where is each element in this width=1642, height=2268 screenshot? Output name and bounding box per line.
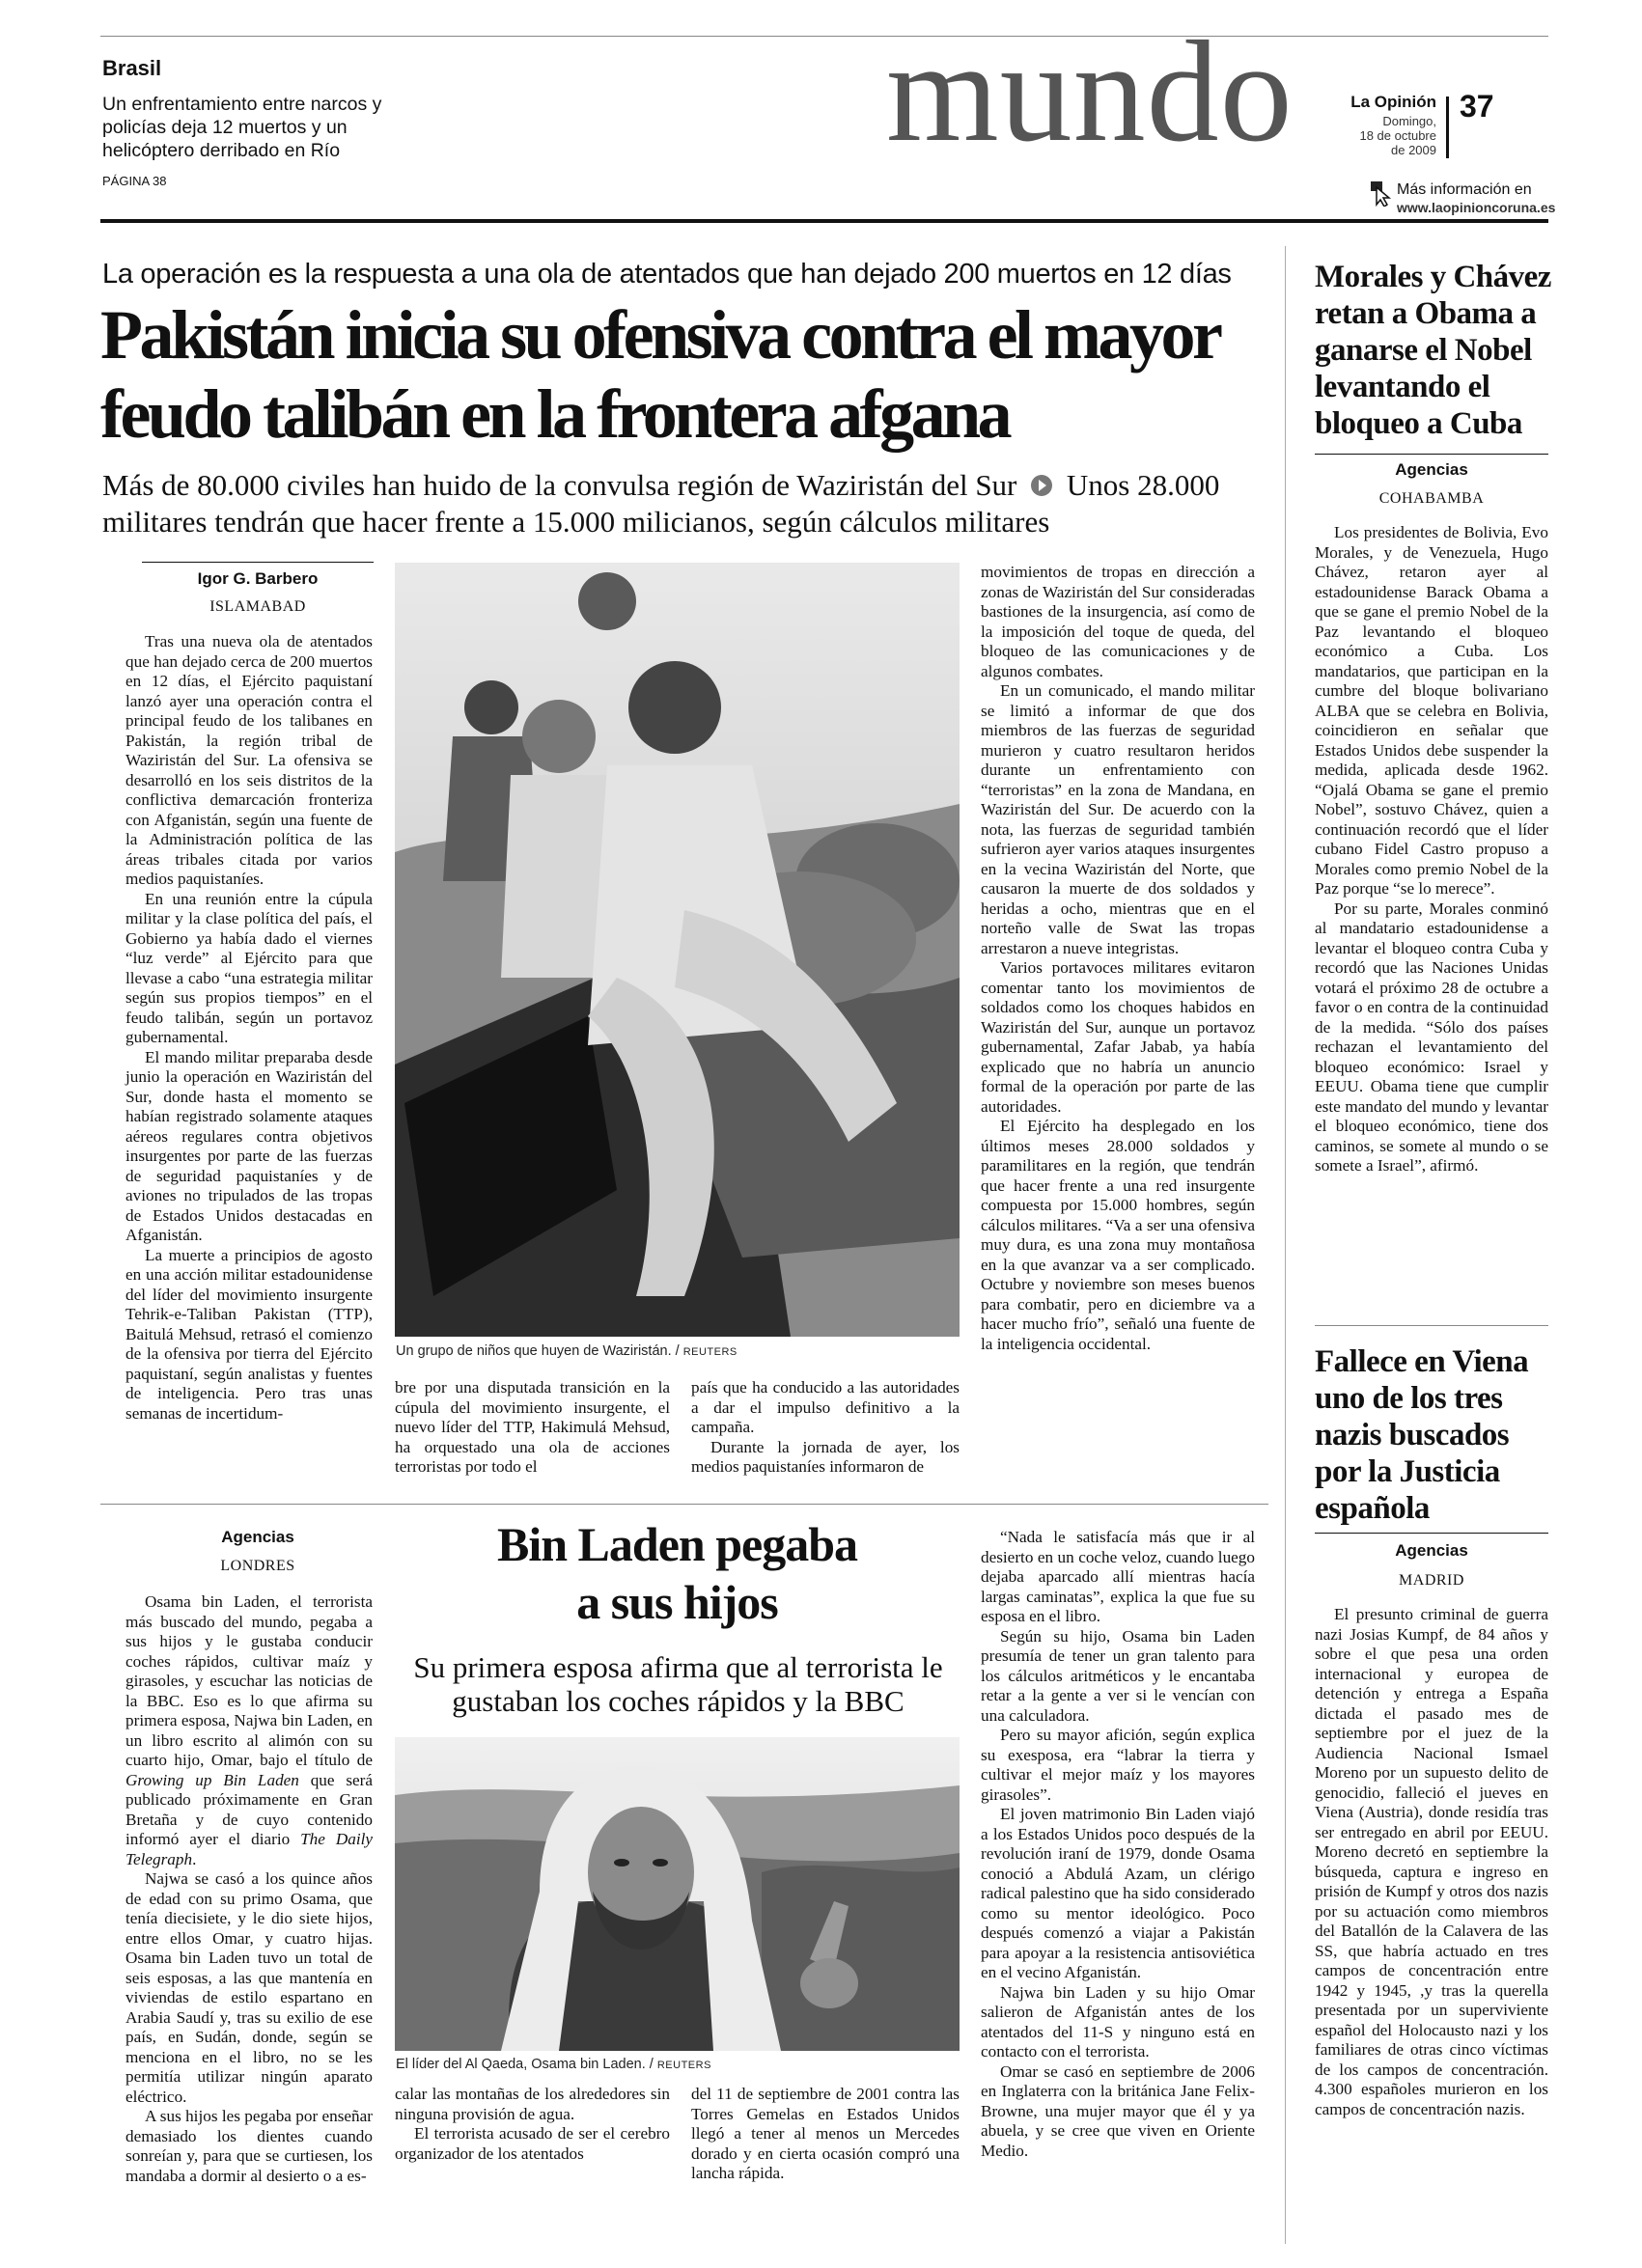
- main-dateline: ISLAMABAD: [209, 598, 306, 615]
- paragraph: “Nada le satisfacía más que ir al desierto en un coche veloz, cuando luego dejaba aparcado allí mientras hacía largas caminatas”, explica la que fue su esposa en el libro.: [981, 1528, 1255, 1625]
- main-column-3: [691, 1378, 960, 1478]
- main-column-1: [125, 632, 373, 1424]
- book-title: Growing up Bin Laden: [125, 1770, 299, 1789]
- paragraph: Varios portavoces militares evitaron comentar tanto los movimientos de soldados como los choques habidos en Waziristán del Sur, aunque un portavoz gubernamental, Zafar Jabab, ya había explicado que no habría un anuncio formal de la operación por parte de las autoridades.: [981, 958, 1255, 1116]
- side-headline-2[interactable]: Fallece en Viena uno de los tres nazis buscados por la Justicia española: [1315, 1344, 1529, 1526]
- side-dateline-1: COHABAMBA: [1378, 490, 1485, 507]
- caption-credit: REUTERS: [682, 1346, 738, 1358]
- main-column-2: [395, 1378, 670, 1478]
- binladen-subhead: Su primera esposa afirma que al terrorista le gustaban los coches rápidos y la BBC: [413, 1650, 943, 1718]
- text: Osama bin Laden, el terrorista más buscado del mundo, pegaba a sus hijos y le gustaba conducir coches rápidos, cultivar maíz y girasoles, y escuchar las noticias de la BBC. Eso es lo que afirma su primera esposa, Najwa bin Laden, en un libro escrito al alimón con su cuarto hijo, Omar, bajo el título de: [125, 1592, 373, 1769]
- side-headline-1[interactable]: Morales y Chávez retan a Obama a ganarse el Nobel levantando el bloqueo a Cuba: [1315, 260, 1551, 441]
- teaser-page: PÁGINA 38: [102, 174, 167, 188]
- main-subhead: [102, 468, 1290, 539]
- paragraph: del 11 de septiembre de 2001 contra las Torres Gemelas en Estados Unidos llegó a tener al menos un Mercedes dorado y en cierta ocasión compró una lancha rápida.: [691, 2085, 960, 2182]
- binladen-dateline: LONDRES: [220, 1558, 295, 1574]
- headline-line-1: Bin Laden pegaba: [496, 1517, 857, 1571]
- paragraph: El terrorista acusado de ser el cerebro organizador de los atentados: [395, 2124, 670, 2163]
- page-number: 37: [1460, 89, 1494, 124]
- side-dateline-2: MADRID: [1399, 1572, 1464, 1589]
- paragraph: A sus hijos les pegaba por enseñar demasiado los dientes cuando sonreían y, para que se curtiesen, los mandaba a dormir al desierto o a es-: [125, 2107, 373, 2185]
- paragraph: movimientos de tropas en dirección a zonas de Waziristán del Sur consideradas bastiones de la insurgencia, así como de la imposición del toque de queda, del bloqueo de las comunicaciones y de algunos combates.: [981, 563, 1255, 680]
- binladen-headline[interactable]: [395, 1515, 960, 1631]
- side-body-2: [1315, 1605, 1548, 2119]
- paragraph: El joven matrimonio Bin Laden viajó a los Estados Unidos poco después de la revolución iraní de 1979, donde Osama conoció a Abdulá Azam, un clérigo radical palestino que ha sido considerado como su mentor ideológico. Poco después comenzó a viajar a Pakistán para apoyar a la resistencia antisoviética en el vecino Afganistán.: [981, 1805, 1255, 1981]
- section-title: mundo: [886, 12, 1294, 172]
- text: que será publicado próximamente en Gran Bretaña y de cuyo contenido informó ayer el diario: [125, 1770, 373, 1848]
- photo-caption-2: [396, 2057, 711, 2072]
- main-byline: Igor G. Barbero: [197, 569, 319, 588]
- binladen-column-3: [691, 2085, 960, 2184]
- side-body-1: [1315, 523, 1548, 1176]
- binladen-column-2: [395, 2085, 670, 2164]
- more-info-label: Más información en: [1397, 181, 1532, 198]
- main-kicker: La operación es la respuesta a una ola de atentados que han dejado 200 muertos en 12 días: [102, 259, 1232, 290]
- paragraph: Najwa bin Laden y su hijo Omar salieron de Afganistán antes de los atentados del 11-S y ninguno está en contacto con el terrorista.: [981, 1982, 1255, 2061]
- paragraph: Según su hijo, Osama bin Laden presumía de tener un gran talento para los cálculos aritméticos y le encantaba retar a la gente a ver si le vencían con una calculadora.: [981, 1626, 1255, 1725]
- newspaper-name: La Opinión: [1350, 93, 1436, 111]
- paragraph: Tras una nueva ola de atentados que han dejado cerca de 200 muertos en 12 días, el Ejército paquistaní lanzó ayer una operación contra el principal feudo de los talibanes en Pakistán, la región tribal de Waziristán del Sur. La ofensiva se desarrolló en los seis distritos de la conflictiva demarcación fronteriza con Afganistán, según una fuente de la Administración política de las áreas tribales citada por varios medios paquistaníes.: [125, 632, 373, 888]
- issue-date: [1359, 114, 1436, 157]
- subhead-part-2: Unos 28.000 militares tendrán que hacer frente a 15.000 milicianos, según cálculos militares: [102, 468, 1220, 539]
- paragraph: Los presidentes de Bolivia, Evo Morales, y de Venezuela, Hugo Chávez, retaron ayer al estadounidense Barack Obama a que se gane el premio Nobel de la Paz levantando el bloqueo económico a Cuba. Los mandatarios, que participan en la cumbre del bloque bolivariano ALBA que se celebra en Bolivia, coincidieron en señalar que Estados Unidos debe suspender la medida, aplicada desde 1962. “Ojalá Obama se gane el premio Nobel”, sostuvo Chávez, quien a continuación recordó que el líder cubano Fidel Castro propuso a Morales como premio Nobel de la Paz porque “se lo merece”.: [1315, 523, 1548, 898]
- paragraph: El Ejército ha desplegado en los últimos meses 28.000 soldados y paramilitares en la región, que tendrán que hacer frente a una red insurgente compuesta por 15.000 hombres, según cálculos militares. “Va a ser una ofensiva muy dura, es una zona muy montañosa en la que avanzar va a ser complicado. Octubre y noviembre son meses buenos para combatir, pero en diciembre va a hacer mucho frío”, señaló una fuente de la inteligencia occidental.: [981, 1117, 1255, 1353]
- paragraph: En una reunión entre la cúpula militar y la clase política del país, el Gobierno ya había dado el viernes “luz verde” al Ejército para que llevase a cabo “una estrategia militar según sus propios tiempos” en el feudo talibán, según un portavoz gubernamental.: [125, 889, 373, 1046]
- caption-credit: REUTERS: [656, 2060, 711, 2071]
- website-link[interactable]: www.laopinioncoruna.es: [1397, 200, 1556, 215]
- paragraph: El mando militar preparaba desde junio la operación en Waziristán del Sur, donde hasta el momento se habían registrado solamente ataques aéreos regulares contra objetivos insurgentes por parte de las fuerzas de seguridad paquistaníes y de aviones no tripulados de las tropas de Estados Unidos destacadas en Afganistán.: [125, 1047, 373, 1244]
- date-line-1: Domingo,: [1382, 114, 1436, 128]
- paragraph: bre por una disputada transición en la cúpula del movimiento insurgente, el nuevo líder del TTP, Hakimulá Mehsud, ha orquestado una ola de acciones terroristas por todo el: [395, 1378, 670, 1476]
- paragraph: El presunto criminal de guerra nazi Josias Kumpf, de 84 años y sobre el que pesa una orden internacional y europea de detención y entrega a España dictada el pasado mes de septiembre por el juez de la Audiencia Nacional Ismael Moreno por un supuesto delito de genocidio, falleció el jueves en Viena (Austria), donde residía tras ser entregado en abril por EEUU. Moreno decretó en septiembre la búsqueda, captura e ingreso en prisión de Kumpf y otros dos nazis por su actuación como miembros del Batallón de la Calavera de las SS, que habría actuado en tres campos de concentración entre 1942 y 1945, ,y tras la querella presentada por un superviviente español del Holocausto nazi y los familiares de otras cinco víctimas de los campos de concentración. 4.300 españoles murieron en los campos de concentración nazis.: [1315, 1605, 1548, 2118]
- paragraph: La muerte a principios de agosto en una acción militar estadounidense del líder del movimiento insurgente Tehrik-e-Taliban Pakistan (TTP), Baitulá Mehsud, retrasó el comienzo de la ofensiva por tierra del Ejército paquistaní, según analistas y fuentes de inteligencia. Pero tras unas semanas de incertidum-: [125, 1245, 373, 1423]
- paragraph: Omar se casó en septiembre de 2006 en Inglaterra con la británica Jane Felix-Browne, una mujer mayor que él y ya abuela, y se cree que viven en Oriente Medio.: [981, 2061, 1255, 2160]
- main-headline[interactable]: Pakistán inicia su ofensiva contra el mayor feudo talibán en la frontera afgana: [100, 296, 1219, 453]
- bullet-arrow-icon: [1030, 470, 1053, 505]
- main-column-4: [981, 563, 1255, 1354]
- teaser-section: Brasil: [102, 56, 162, 80]
- date-line-3: de 2009: [1391, 143, 1436, 157]
- binladen-column-1: [125, 1592, 373, 2186]
- binladen-column-4: [981, 1528, 1255, 2161]
- caption-text: Un grupo de niños que huyen de Waziristán. /: [396, 1343, 680, 1359]
- paper-name: The Daily Telegraph: [125, 1830, 374, 1868]
- cursor-icon: [1371, 181, 1392, 210]
- caption-text: El líder del Al Qaeda, Osama bin Laden. /: [396, 2057, 654, 2072]
- side-byline-2: Agencias: [1395, 1541, 1468, 1560]
- binladen-byline: Agencias: [221, 1528, 294, 1546]
- teaser-text[interactable]: Un enfrentamiento entre narcos y policías deja 12 muertos y un helicóptero derribado en Río: [102, 94, 382, 161]
- headline-line-2: a sus hijos: [576, 1575, 778, 1629]
- bin-laden-photo: [395, 1737, 960, 2051]
- paragraph: país que ha conducido a las autoridades a dar el impulso definitivo a la campaña.: [691, 1378, 960, 1436]
- date-line-2: 18 de octubre: [1359, 128, 1436, 143]
- paragraph: calar las montañas de los alrededores sin ninguna provisión de agua.: [395, 2085, 670, 2123]
- refugee-children-photo: [395, 563, 960, 1337]
- paragraph: Por su parte, Morales conminó al mandatario estadounidense a levantar el bloqueo contra Cuba y recordó que las Naciones Unidas votará el próximo 28 de octubre a favor o en contra de la continuidad de la medida. “Sólo dos países rechazan el levantamiento del bloqueo económico: Israel y EEUU. Obama tiene que cumplir este mandato del mundo y levantar el bloqueo económico, tiene dos caminos, se somete al mundo o se somete a Israel”, afirmó.: [1315, 899, 1548, 1175]
- photo-caption-1: [396, 1343, 738, 1359]
- paragraph: Osama bin Laden, el terrorista más buscado del mundo, pegaba a sus hijos y le gustaba conducir coches rápidos, cultivar maíz y girasoles, y escuchar las noticias de la BBC. Eso es lo que afirma su primera esposa, Najwa bin Laden, en un libro escrito al alimón con su cuarto hijo, Omar, bajo el título de Growing up Bin Laden que será publicado próximamente en Gran Bretaña y de cuyo contenido informó ayer el diario The Daily Telegraph.: [125, 1592, 374, 1868]
- paragraph: Durante la jornada de ayer, los medios paquistaníes informaron de: [691, 1437, 960, 1476]
- paragraph: Pero su mayor afición, según explica su exesposa, era “labrar la tierra y cultivar el mejor maíz y los mayores girasoles”.: [981, 1726, 1255, 1804]
- side-byline-1: Agencias: [1395, 460, 1468, 479]
- paragraph: Najwa se casó a los quince años de edad con su primo Osama, que tenía diecisiete, y le dio siete hijos, entre ellos Omar, y cuatro hijas. Osama bin Laden tuvo un total de seis esposas, a las que mantenía en viviendas de estilo espartano en Arabia Saudí y, tras su exilio de ese país, en Sudán, donde, según se menciona en el libro, no se les permitía utilizar ningún aparato eléctrico.: [125, 1869, 373, 2106]
- subhead-part-1: Más de 80.000 civiles han huido de la convulsa región de Waziristán del Sur: [102, 468, 1017, 502]
- paragraph: En un comunicado, el mando militar se limitó a informar de que dos miembros de las fuerzas de seguridad murieron y cuatro resultaron heridos durante un enfrentamiento con “terroristas” en la zona de Mandana, en Waziristán del Sur. De acuerdo con la nota, las fuerzas de seguridad también sufrieron ayer varios ataques insurgentes en la vecina Waziristán del Norte, que causaron la muerte de dos soldados y heridas a ocho, mientras que en el norteño valle de Swat las tropas arrestaron a nueve integristas.: [981, 681, 1255, 957]
